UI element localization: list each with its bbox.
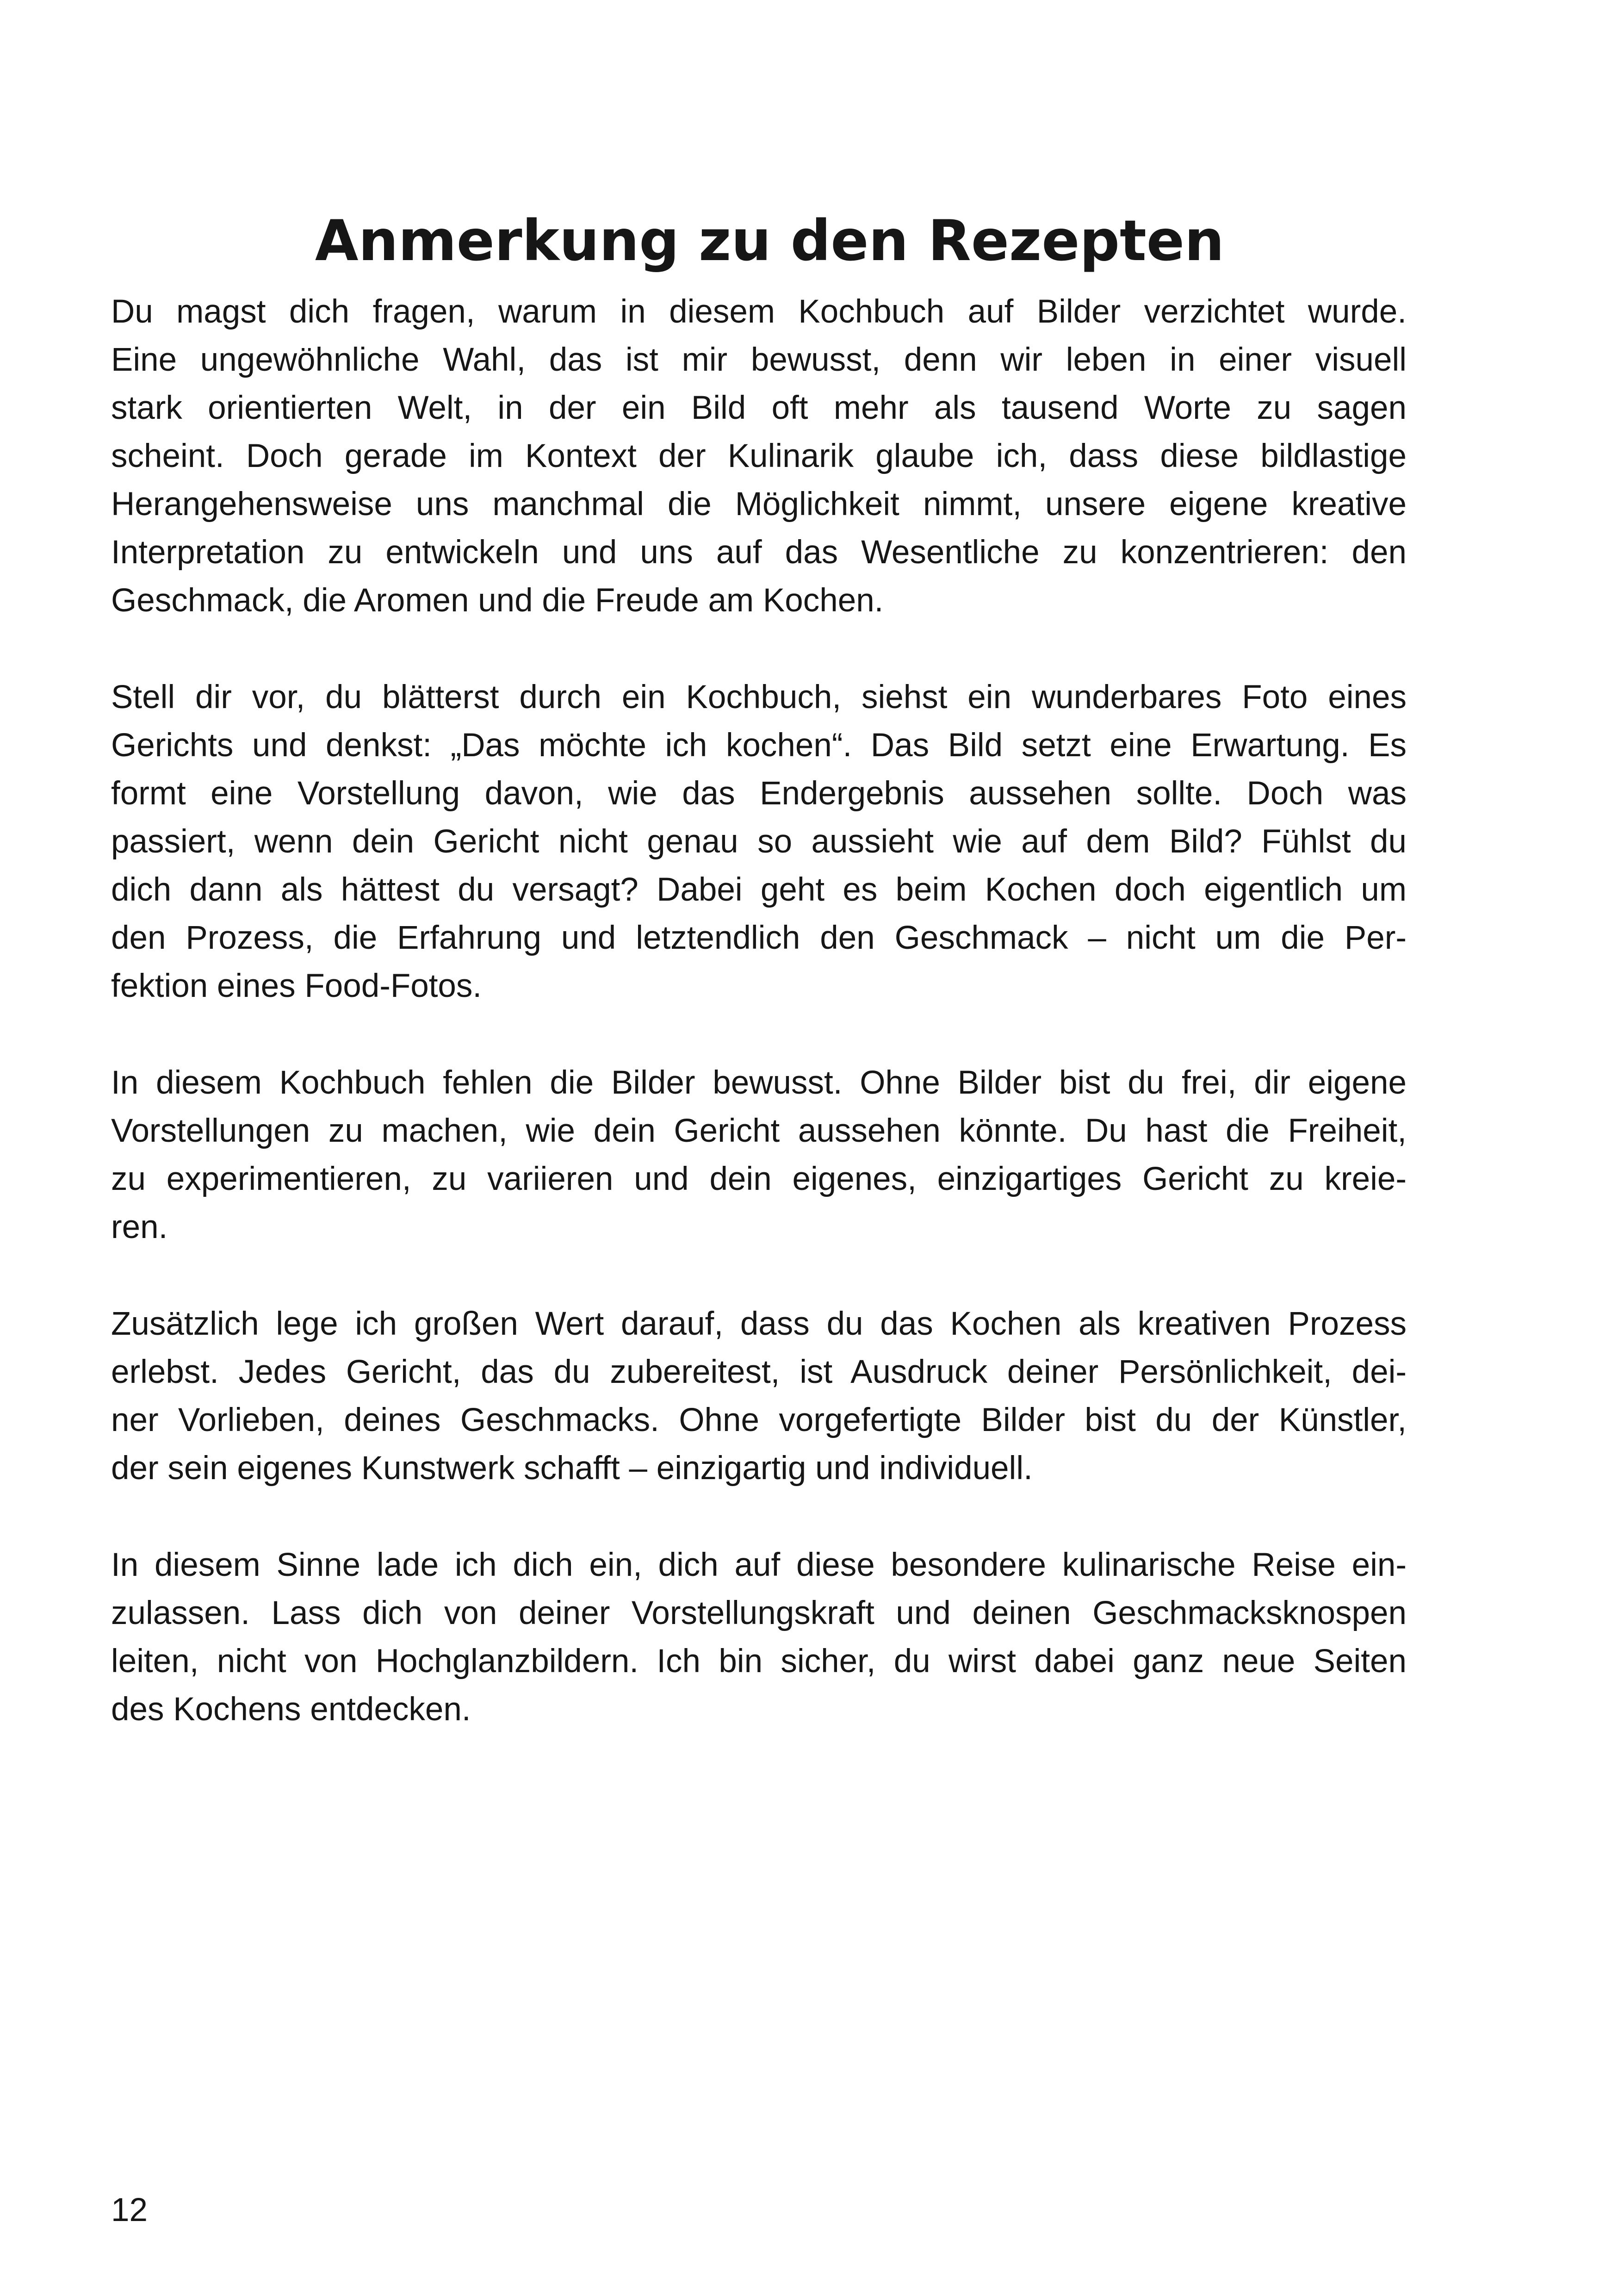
page-number: 12 [111, 2192, 148, 2228]
text-line: Herangehensweise uns manchmal die Möglichkeit nimmt, unsere eigene kreative [111, 486, 1407, 523]
paragraph-3 [111, 1059, 1407, 1251]
text-line: den Prozess, die Erfahrung und letztendlich den Geschmack – nicht um die Per- [111, 920, 1407, 956]
paragraph-4 [111, 1300, 1407, 1493]
text-line: stark orientierten Welt, in der ein Bild oft mehr als tausend Worte zu sagen [111, 390, 1407, 426]
text-line: Gerichts und denkst: „Das möchte ich kochen“. Das Bild setzt eine Erwartung. Es [111, 727, 1407, 764]
text-line: Interpretation zu entwickeln und uns auf das Wesentliche zu konzentrieren: den [111, 534, 1407, 571]
text-line: erlebst. Jedes Gericht, das du zubereitest, ist Ausdruck deiner Persönlichkeit, dei- [111, 1354, 1407, 1390]
text-line: Geschmack, die Aromen und die Freude am Kochen. [111, 582, 884, 619]
text-line: der sein eigenes Kunstwerk schafft – einzigartig und individuell. [111, 1450, 1033, 1487]
paragraph-5 [111, 1541, 1407, 1734]
page-title: Anmerkung zu den Rezepten [315, 208, 1225, 274]
text-line: dich dann als hättest du versagt? Dabei geht es beim Kochen doch eigentlich um [111, 871, 1407, 908]
text-line: In diesem Kochbuch fehlen die Bilder bewusst. Ohne Bilder bist du frei, dir eigene [111, 1064, 1407, 1101]
text-line: Eine ungewöhnliche Wahl, das ist mir bewusst, denn wir leben in einer visuell [111, 342, 1407, 378]
text-line: zulassen. Lass dich von deiner Vorstellungskraft und deinen Geschmacksknospen [111, 1595, 1407, 1631]
text-line: des Kochens entdecken. [111, 1691, 471, 1728]
text-line: leiten, nicht von Hochglanzbildern. Ich bin sicher, du wirst dabei ganz neue Seiten [111, 1643, 1407, 1680]
text-line: Du magst dich fragen, warum in diesem Kochbuch auf Bilder verzichtet wurde. [111, 293, 1407, 330]
text-line: ner Vorlieben, deines Geschmacks. Ohne vorgefertigte Bilder bist du der Künstler, [111, 1402, 1407, 1438]
text-line: In diesem Sinne lade ich dich ein, dich auf diese besondere kulinarische Reise ein- [111, 1547, 1407, 1583]
text-line: passiert, wenn dein Gericht nicht genau so aussieht wie auf dem Bild? Fühlst du [111, 823, 1407, 860]
text-line: scheint. Doch gerade im Kontext der Kulinarik glaube ich, dass diese bildlastige [111, 438, 1407, 474]
text-line: zu experimentieren, zu variieren und dein eigenes, einzigartiges Gericht zu kreie- [111, 1161, 1407, 1197]
body-text [111, 288, 1407, 1782]
text-line: formt eine Vorstellung davon, wie das Endergebnis aussehen sollte. Doch was [111, 775, 1407, 812]
text-line: Stell dir vor, du blätterst durch ein Kochbuch, siehst ein wunderbares Foto eines [111, 679, 1407, 716]
text-line: ren. [111, 1209, 168, 1245]
text-line: fektion eines Food-Fotos. [111, 968, 482, 1004]
paragraph-1 [111, 288, 1407, 625]
text-line: Zusätzlich lege ich großen Wert darauf, dass du das Kochen als kreativen Prozess [111, 1306, 1407, 1342]
text-line: Vorstellungen zu machen, wie dein Gericht aussehen könnte. Du hast die Freiheit, [111, 1113, 1407, 1149]
paragraph-2 [111, 673, 1407, 1010]
